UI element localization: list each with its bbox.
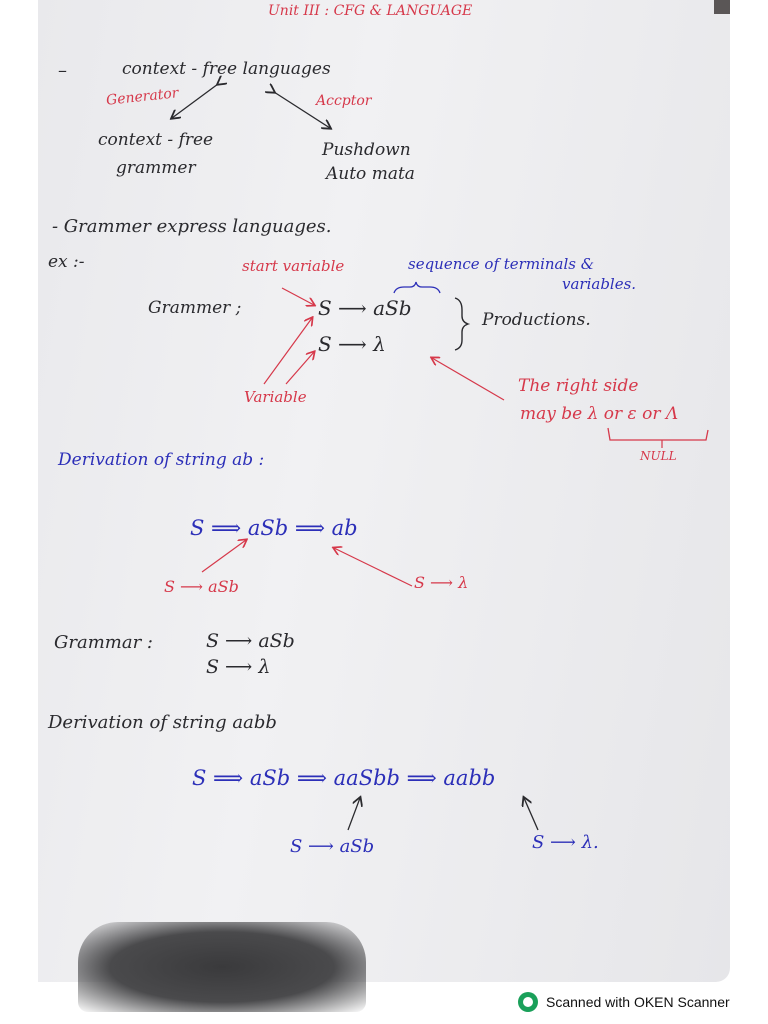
derivation-ab-chain: S ⟹ aSb ⟹ ab bbox=[190, 516, 358, 540]
example-label: ex :- bbox=[48, 252, 85, 272]
sequence-label-line2: variables. bbox=[562, 275, 637, 293]
pda-label-line2: Auto mata bbox=[326, 164, 415, 184]
generator-label: Generator bbox=[105, 85, 180, 109]
cfg-label-line2: grammer bbox=[116, 158, 196, 178]
scanner-logo-icon bbox=[518, 992, 538, 1012]
grammar-rule-2: S ⟶ λ bbox=[206, 656, 271, 678]
scanner-footer-label: Scanned with OKEN Scanner bbox=[546, 994, 730, 1010]
pda-label-line1: Pushdown bbox=[322, 140, 411, 160]
page-title: Unit III : CFG & LANGUAGE bbox=[268, 3, 473, 19]
acceptor-label: Accptor bbox=[316, 93, 372, 109]
variable-label: Variable bbox=[244, 388, 307, 406]
derivation-aabb-chain: S ⟹ aSb ⟹ aaSbb ⟹ aabb bbox=[192, 766, 496, 790]
right-side-line1: The right side bbox=[518, 376, 639, 396]
right-side-line2: may be λ or ε or Λ bbox=[520, 404, 679, 424]
express-line: - Grammer express languages. bbox=[52, 216, 332, 237]
derivation-ab-rule1: S ⟶ aSb bbox=[164, 577, 239, 596]
grammar-label: Grammar : bbox=[54, 632, 153, 653]
grammer-label: Grammer ; bbox=[148, 298, 242, 318]
cfl-label: context - free languages bbox=[122, 59, 331, 79]
derivation-aabb-heading: Derivation of string aabb bbox=[48, 712, 277, 733]
grammar-rule-1: S ⟶ aSb bbox=[206, 630, 295, 652]
production-2: S ⟶ λ bbox=[318, 332, 386, 356]
derivation-ab-rule2: S ⟶ λ bbox=[414, 573, 469, 592]
sequence-label-line1: sequence of terminals & bbox=[408, 255, 595, 273]
null-label: NULL bbox=[640, 449, 677, 463]
cfg-label-line1: context - free bbox=[98, 130, 214, 150]
finger-shadow bbox=[78, 922, 366, 1012]
derivation-aabb-rule1: S ⟶ aSb bbox=[290, 836, 375, 857]
production-1: S ⟶ aSb bbox=[318, 296, 412, 320]
start-variable-label: start variable bbox=[242, 257, 345, 275]
derivation-ab-heading: Derivation of string ab : bbox=[58, 450, 265, 470]
derivation-aabb-rule2: S ⟶ λ. bbox=[532, 832, 599, 853]
productions-label: Productions. bbox=[482, 310, 591, 330]
bullet-dash: – bbox=[58, 60, 67, 81]
scanner-footer bbox=[518, 990, 730, 1014]
